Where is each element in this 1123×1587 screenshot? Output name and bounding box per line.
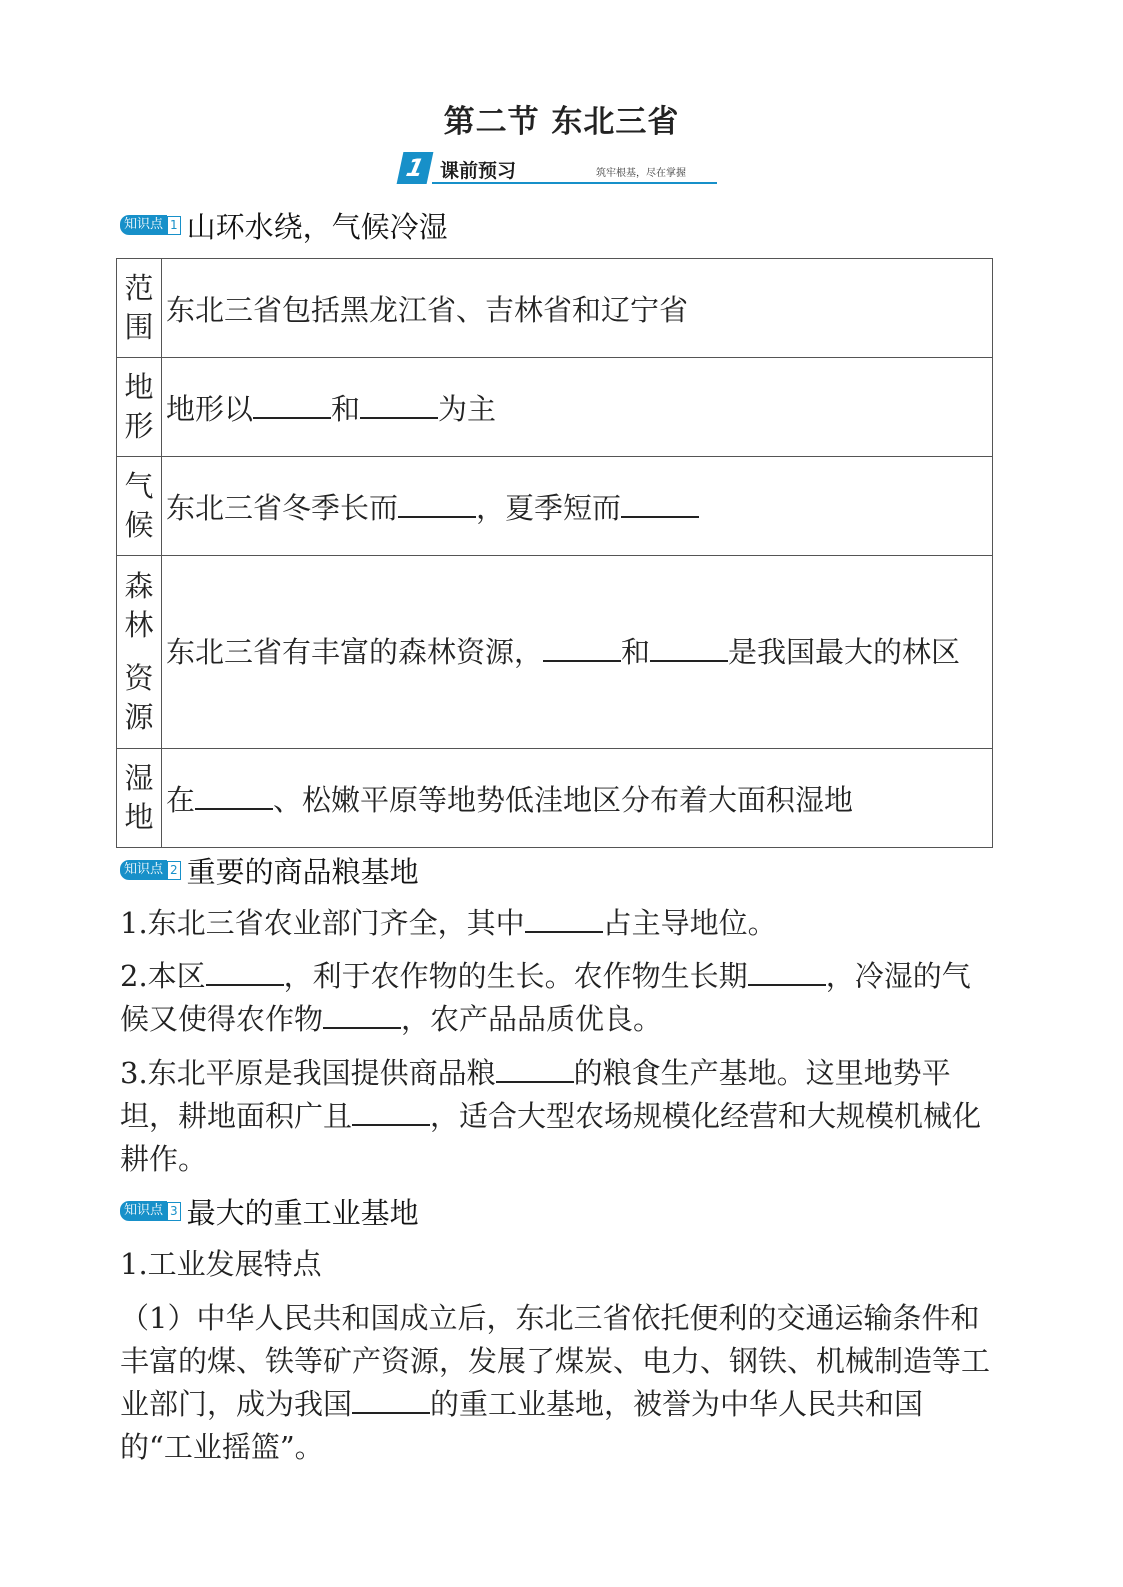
row-content: 地形以 和 为主 bbox=[162, 358, 993, 457]
banner-motto: 筑牢根基，尽在掌握 bbox=[596, 168, 686, 179]
row-header: 气候 bbox=[117, 457, 162, 556]
blank bbox=[323, 999, 401, 1029]
knowledge-point-1 bbox=[120, 206, 448, 244]
kp-tag: 知识点 bbox=[120, 860, 167, 880]
kp-number: 2 bbox=[167, 861, 181, 880]
row-header: 湿地 bbox=[117, 749, 162, 848]
section-banner bbox=[400, 150, 720, 192]
row-content: 东北三省包括黑龙江省、吉林省和辽宁省 bbox=[162, 259, 993, 358]
blank bbox=[206, 956, 284, 986]
table-row bbox=[117, 556, 993, 749]
kp-title: 重要的商品粮基地 bbox=[186, 854, 419, 889]
table-row bbox=[117, 457, 993, 556]
knowledge-point-3 bbox=[120, 1192, 419, 1230]
paragraph-2: 2.本区 ，利于农作物的生长。农作物生长期 ，冷湿的气候又使得农作物 ，农产品品质优良。 bbox=[120, 955, 993, 1041]
blank bbox=[621, 488, 699, 518]
blank bbox=[352, 1384, 430, 1414]
table-row bbox=[117, 749, 993, 848]
blank bbox=[253, 389, 331, 419]
blank bbox=[748, 956, 826, 986]
page-title: 第二节 东北三省 bbox=[443, 104, 680, 140]
paragraph-3: 3.东北平原是我国提供商品粮 的粮食生产基地。这里地势平坦，耕地面积广且 ，适合大型农场规模化经营和大规模机械化耕作。 bbox=[120, 1052, 993, 1181]
blank bbox=[195, 780, 273, 810]
table-row bbox=[117, 259, 993, 358]
row-header: 范围 bbox=[117, 259, 162, 358]
paragraph-4: 1.工业发展特点 bbox=[120, 1247, 322, 1281]
kp-tag: 知识点 bbox=[120, 215, 167, 235]
row-header: 地形 bbox=[117, 358, 162, 457]
paragraph-5: （1）中华人民共和国成立后，东北三省依托便利的交通运输条件和丰富的煤、铁等矿产资源，发展了煤炭、电力、钢铁、机械制造等工业部门，成为我国 的重工业基地，被誉为中华人民共和国的“工业摇篮”。 bbox=[120, 1301, 991, 1464]
row-header: 森林 资源 bbox=[117, 556, 162, 749]
kp-number: 1 bbox=[167, 216, 181, 235]
kp-number: 3 bbox=[167, 1202, 181, 1221]
kp-tag: 知识点 bbox=[120, 1201, 167, 1221]
paragraph-1: 1.东北三省农业部门齐全，其中 占主导地位。 bbox=[120, 902, 993, 945]
blank bbox=[398, 488, 476, 518]
blank bbox=[543, 632, 621, 662]
banner-number: 1 bbox=[397, 152, 434, 184]
kp-title: 最大的重工业基地 bbox=[186, 1195, 419, 1230]
blank bbox=[525, 903, 603, 933]
banner-label: 课前预习 bbox=[440, 160, 517, 182]
banner-underline bbox=[432, 182, 717, 184]
kp-title: 山环水绕，气候冷湿 bbox=[186, 209, 448, 244]
blank bbox=[352, 1096, 430, 1126]
blank bbox=[650, 632, 728, 662]
row-content: 在 、松嫩平原等地势低洼地区分布着大面积湿地 bbox=[162, 749, 993, 848]
blank bbox=[496, 1053, 574, 1083]
summary-table bbox=[116, 258, 993, 848]
row-content: 东北三省有丰富的森林资源， 和 是我国最大的林区 bbox=[162, 556, 993, 749]
table-row bbox=[117, 358, 993, 457]
row-content: 东北三省冬季长而 ，夏季短而 bbox=[162, 457, 993, 556]
blank bbox=[360, 389, 438, 419]
knowledge-point-2 bbox=[120, 851, 419, 889]
